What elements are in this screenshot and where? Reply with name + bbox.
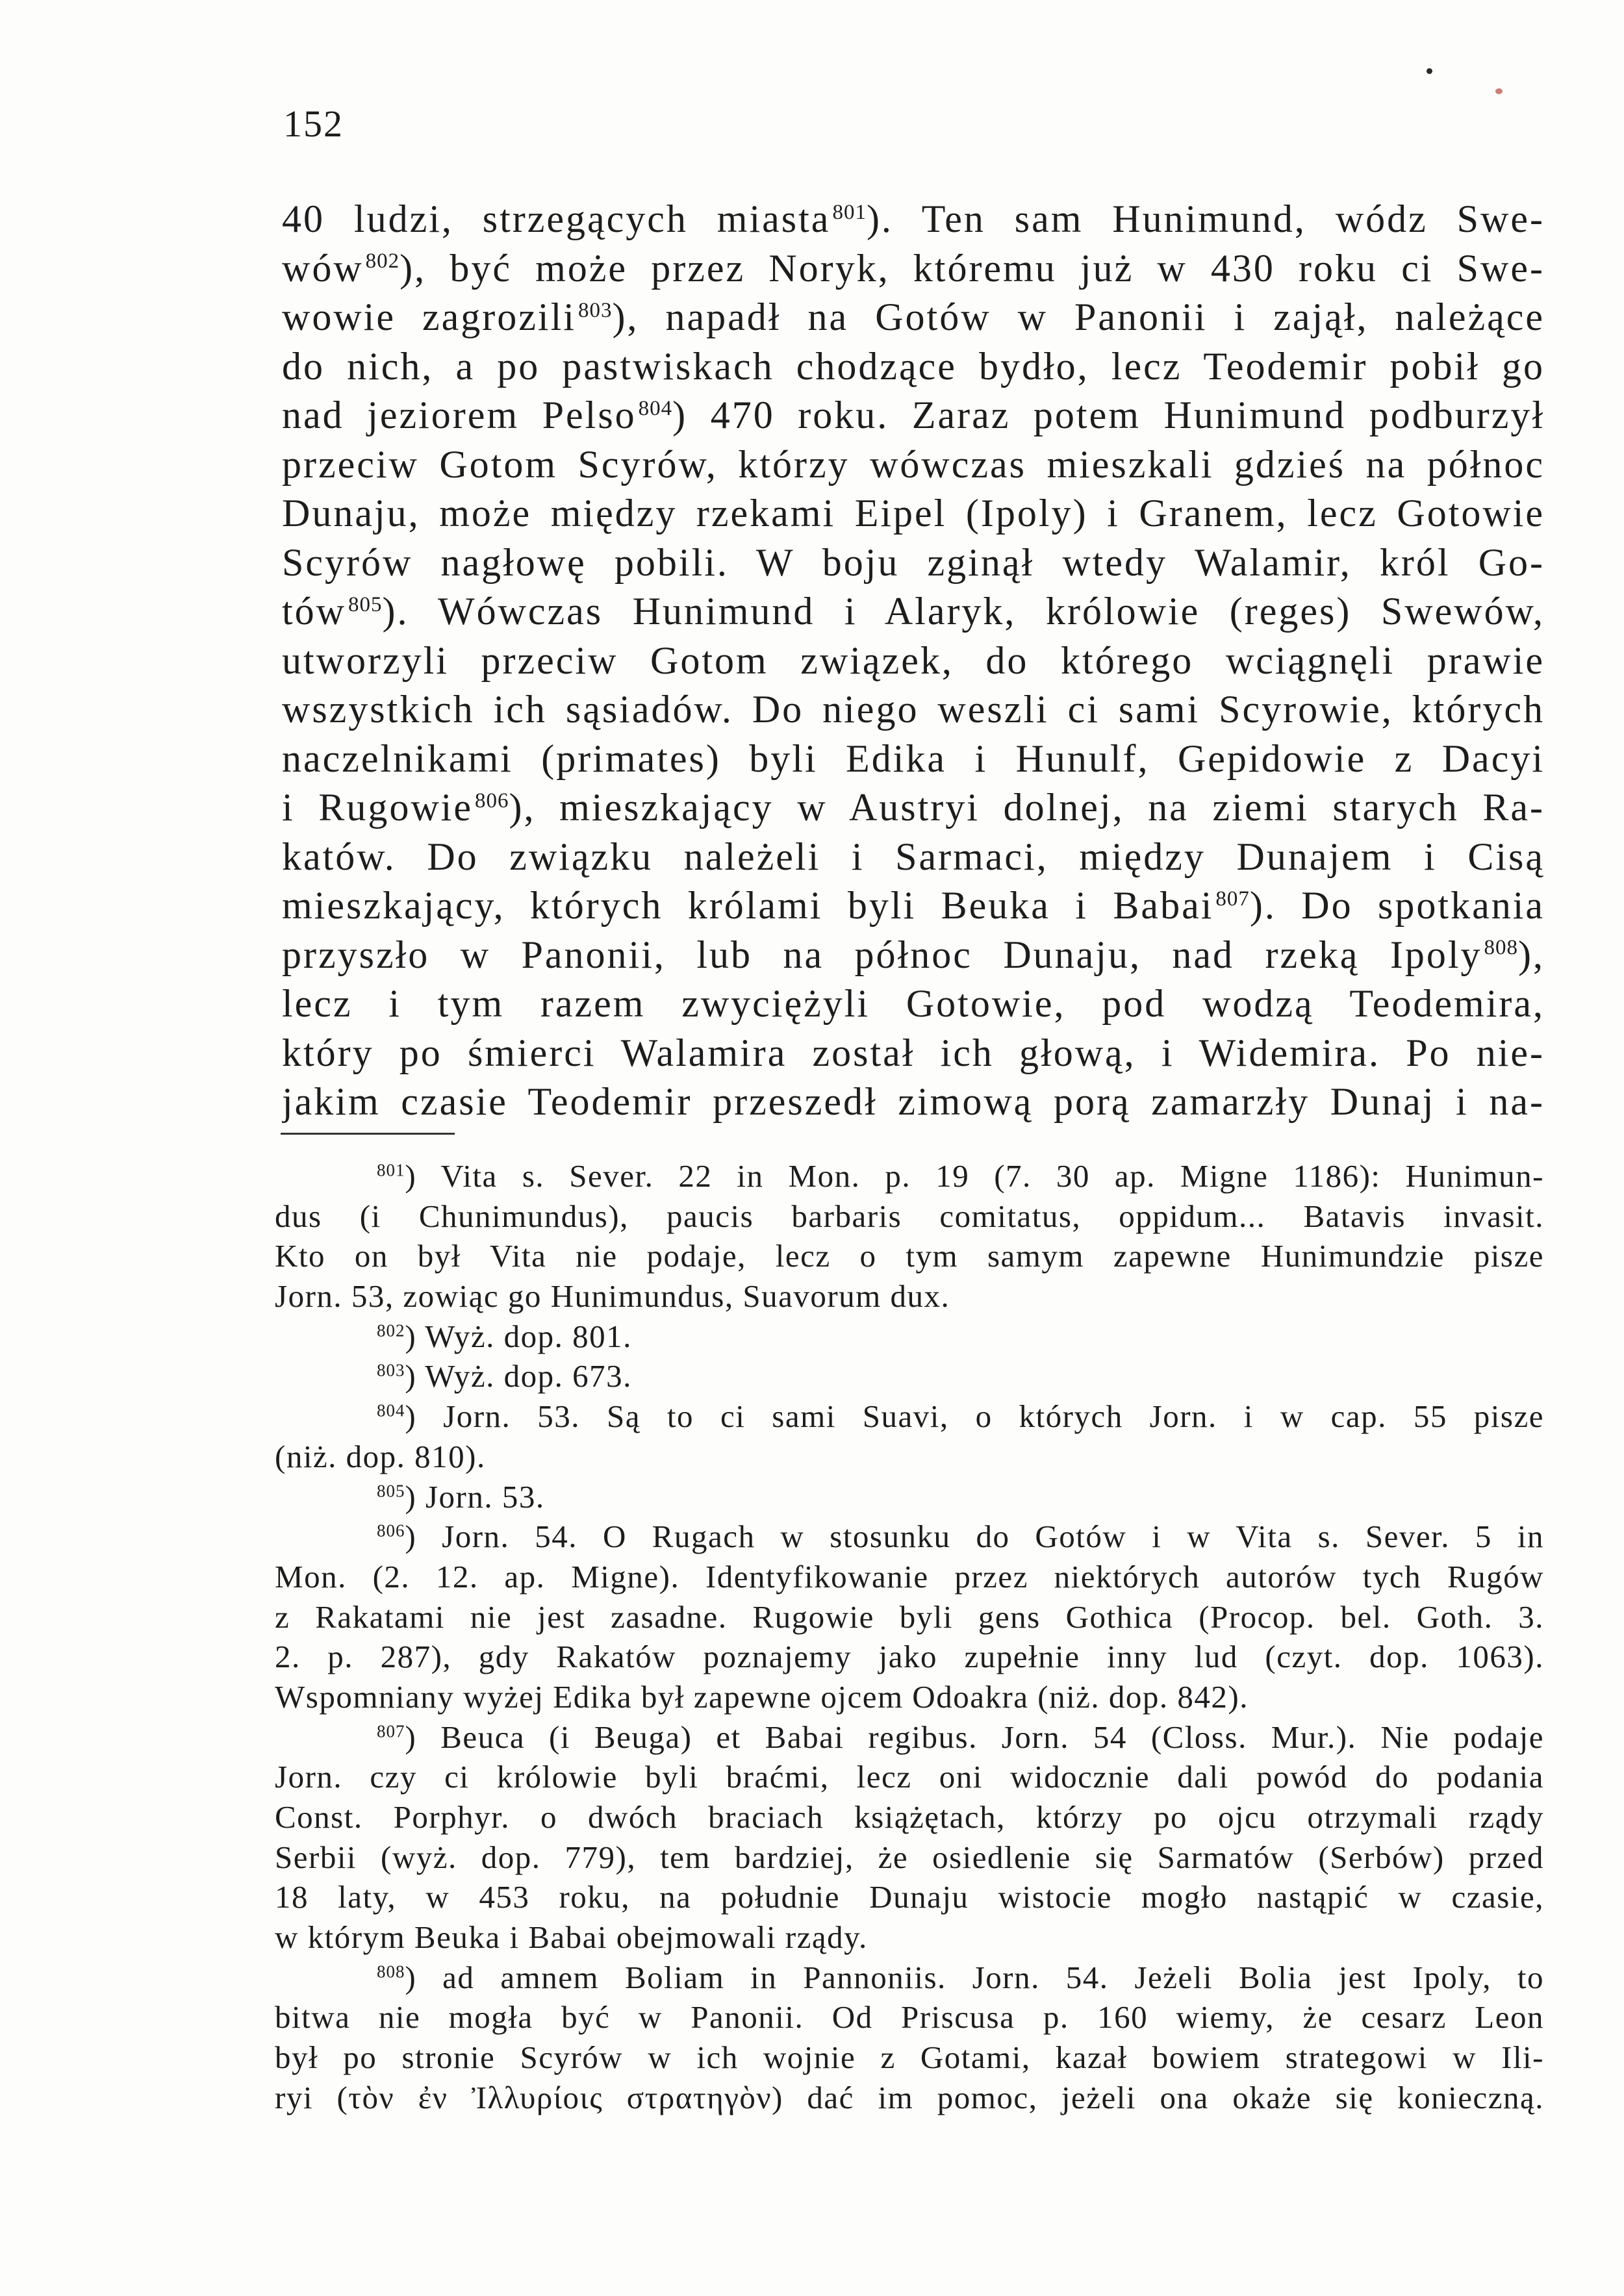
text-run: ). Do spotkania [1249,884,1545,927]
footnote-line [275,1196,1544,1237]
text-run: Dunaju, może między rzekami Eipel (Ipoly) i Granem, lecz Gotowie [282,492,1545,535]
body-line [282,881,1545,931]
footnote-number: 806 [377,1520,405,1541]
text-run: przyszło w Panonii, lub na północ Dunaju, nad rzeką Ipoly [282,933,1482,976]
footnote-line [275,1757,1544,1797]
text-run: przeciw Gotom Scyrów, którzy wówczas mieszkali gdzieś na północ [282,442,1545,486]
body-line [282,244,1545,294]
footnote [275,1958,1544,2118]
text-run: ) ad amnem Boliam in Pannoniis. Jorn. 54. Jeżeli Bolia jest Ipoly, to [405,1959,1544,1995]
text-run: ), być może przez Noryk, któremu już w 430 roku ci Swe- [400,246,1545,290]
body-line [282,489,1545,538]
footnote-line [275,1437,1544,1477]
body-line [282,685,1545,735]
body-line [282,342,1545,392]
text-run: ) Vita s. Sever. 22 in Mon. p. 19 (7. 30 ap. Migne 1186): Hunimun- [405,1158,1544,1194]
text-run: (niż. dop. 810). [275,1438,486,1474]
footnote-line [275,1997,1544,2037]
body-line [282,1029,1545,1078]
footnote-number: 807 [377,1721,405,1741]
text-run: był po stronie Scyrów w ich wojnie z Gotami, kazał bowiem strategowi w Ili- [275,2039,1544,2076]
text-run: ), mieszkający w Austryi dolnej, na ziemi starych Ra- [509,786,1545,829]
text-run: dus (i Chunimundus), paucis barbaris comitatus, oppidum... Batavis invasit. [275,1198,1544,1234]
body-text [282,195,1545,1127]
footnote [275,1477,1544,1517]
text-run: tów [282,590,346,633]
text-run: Serbii (wyż. dop. 779), tem bardziej, że osiedlenie się Sarmatów (Serbów) przed [275,1839,1544,1875]
footnote-reference-number: 803 [577,298,613,322]
body-line [282,735,1545,784]
footnote-line [275,1156,1544,1196]
text-run: nad jeziorem Pelso [282,394,637,436]
text-run: ), [1518,933,1545,976]
text-run: ) Jorn. 53. Są to ci sami Suavi, o których Jorn. i w cap. 55 pisze [405,1398,1544,1435]
footnote-reference-number: 807 [1215,887,1250,911]
text-run: lecz i tym razem zwyciężyli Gotowie, pod wodzą Teodemira, [282,982,1545,1025]
scan-speck [1427,68,1432,74]
body-line [282,538,1545,588]
footnote-reference-number: 805 [348,592,383,616]
text-run: do nich, a po pastwiskach chodzące bydło, lecz Teodemir pobił go [282,344,1545,388]
text-run: ryi (τὸν ἐν Ἰλλυρίοις στρατηγὸν) dać im pomoc, jeżeli ona okaże się konieczną. [275,2079,1544,2115]
footnote-line [275,1517,1544,1557]
footnote [275,1317,1544,1357]
text-run: z Rakatami nie jest zasadne. Rugowie byli gens Gothica (Procop. bel. Goth. 3. [275,1598,1544,1635]
text-run: wowie zagrozili [282,296,576,338]
body-line [282,637,1545,686]
footnote-line [275,1877,1544,1917]
footnote-reference-number: 802 [365,249,400,273]
text-run: wów [282,246,364,290]
footnote-reference-number: 801 [832,200,867,224]
body-line [282,587,1545,637]
footnote-line [275,1317,1544,1357]
text-run: który po śmierci Walamira został ich głową, i Widemira. Po nie- [282,1031,1545,1074]
body-line [282,1078,1545,1127]
text-run: naczelnikami (primates) byli Edika i Hunulf, Gepidowie z Dacyi [282,737,1545,780]
footnote [275,1356,1544,1396]
footnote-number: 802 [377,1320,405,1341]
footnote-line [275,1557,1544,1597]
footnotes [275,1156,1544,2118]
text-run: Jorn. czy ci królowie byli braćmi, lecz oni widocznie dali powód do podania [275,1759,1544,1795]
body-line [282,783,1545,833]
footnote-line [275,1236,1544,1276]
text-run: ). Ten sam Hunimund, wódz Swe- [866,197,1545,240]
footnote-line [275,2078,1544,2118]
footnote-number: 805 [377,1480,405,1500]
footnote [275,1517,1544,1717]
text-run: ) 470 roku. Zaraz potem Hunimund podburzył [672,394,1545,436]
scan-speck [1495,88,1503,94]
footnote-line [275,1677,1544,1717]
text-run: ) Wyż. dop. 673. [405,1358,632,1394]
footnote-line [275,1597,1544,1637]
body-line [282,391,1545,440]
footnote-line [275,1356,1544,1396]
text-run: ), napadł na Gotów w Panonii i zajął, należące [612,296,1545,338]
text-run: ) Jorn. 53. [405,1478,545,1515]
text-run: Wspomniany wyżej Edika był zapewne ojcem Odoakra (niż. dop. 842). [275,1678,1249,1715]
text-run: ) Jorn. 54. O Rugach w stosunku do Gotów i w Vita s. Sever. 5 in [405,1519,1544,1555]
footnote-number: 808 [377,1962,405,1982]
footnote-line [275,1717,1544,1758]
footnote-line [275,1837,1544,1878]
text-run: katów. Do związku należeli i Sarmaci, między Dunajem i Cisą [282,835,1545,878]
footnote-line [275,2037,1544,2078]
text-run: wszystkich ich sąsiadów. Do niego weszli ci sami Scyrowie, których [282,688,1545,731]
text-run: i Rugowie [282,786,473,829]
text-run: mieszkający, których królami byli Beuka i Babai [282,884,1214,927]
text-run: Const. Porphyr. o dwóch braciach książętach, którzy po ojcu otrzymali rządy [275,1799,1544,1835]
footnote-reference-number: 806 [474,788,509,813]
body-line [282,979,1545,1029]
footnote-line [275,1276,1544,1317]
text-run: 18 laty, w 453 roku, na południe Dunaju wistocie mogło nastąpić w czasie, [275,1879,1544,1915]
text-run: Scyrów nagłowę pobili. W boju zginął wtedy Walamir, król Go- [282,540,1545,584]
text-run: ) Wyż. dop. 801. [405,1318,632,1354]
text-run: Kto on był Vita nie podaje, lecz o tym samym zapewne Hunimundzie pisze [275,1238,1544,1274]
text-run: Mon. (2. 12. ap. Migne). Identyfikowanie przez niektórych autorów tych Rugów [275,1558,1544,1595]
footnote-line [275,1917,1544,1958]
body-line [282,440,1545,490]
footnote [275,1717,1544,1958]
body-line [282,293,1545,342]
page-number: 152 [283,103,344,145]
footnote-separator-rule [281,1133,455,1135]
footnote-line [275,1958,1544,1998]
footnote [275,1396,1544,1476]
body-line [282,931,1545,980]
text-run: jakim czasie Teodemir przeszedł zimową porą zamarzły Dunaj i na- [282,1080,1545,1123]
footnote-line [275,1477,1544,1517]
footnote-line [275,1637,1544,1677]
footnote-number: 803 [377,1360,405,1380]
text-run: 2. p. 287), gdy Rakatów poznajemy jako zupełnie inny lud (czyt. dop. 1063). [275,1639,1544,1675]
body-line [282,833,1545,882]
text-run: bitwa nie mogła być w Panonii. Od Priscusa p. 160 wiemy, że cesarz Leon [275,1999,1544,2036]
footnote-line [275,1797,1544,1837]
text-run: utworzyli przeciw Gotom związek, do którego wciągnęli prawie [282,638,1545,682]
text-run: 40 ludzi, strzegących miasta [282,197,831,240]
footnote-reference-number: 808 [1484,936,1519,960]
footnote [275,1156,1544,1317]
footnote-number: 804 [377,1400,405,1420]
footnote-line [275,1396,1544,1437]
body-line [282,195,1545,244]
footnote-reference-number: 804 [638,396,673,420]
text-run: Jorn. 53, zowiąc go Hunimundus, Suavorum dux. [275,1278,950,1315]
text-run: ) Beuca (i Beuga) et Babai regibus. Jorn. 54 (Closs. Mur.). Nie podaje [405,1719,1544,1755]
text-run: ). Wówczas Hunimund i Alaryk, królowie (reges) Swewów, [382,590,1545,633]
text-run: w którym Beuka i Babai obejmowali rządy. [275,1919,868,1956]
footnote-number: 801 [377,1160,405,1180]
